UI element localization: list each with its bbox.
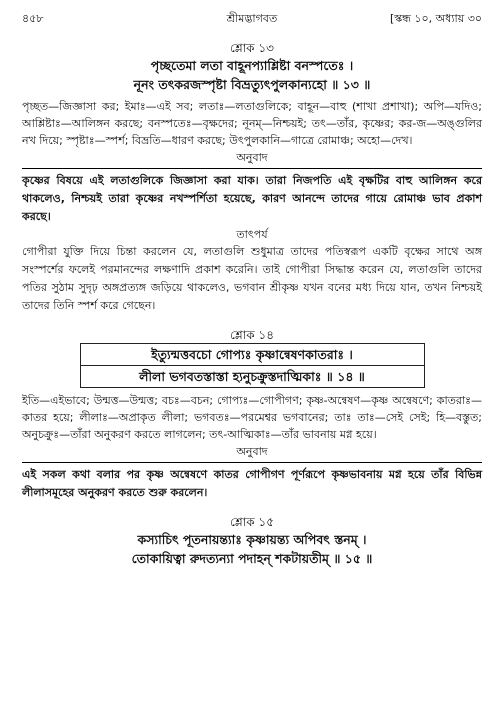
chapter-reference: [স্কন্ধ ১০, অধ্যায় ৩০ [389, 12, 482, 25]
verse-13-purport-heading: তাৎপর্য [236, 228, 268, 241]
verse-13-synonyms: পৃচ্ছত—জিজ্ঞাসা কর; ইমাঃ—এই সব; লতাঃ—লতাগুলিকে; বাহূন—বাহু (শাখা প্রশাখা); অপি—যদিও; আশ্লিষ্টাঃ—আলিঙ্গন করছে; বনস্পতেঃ—বৃক্ষদের; নূনম্—নিশ্চয়ই; তৎ—তাঁর, কৃষ্ণের; কর-জ—অঙ্গুলির নখ দিয়ে; স্পৃষ্টাঃ—স্পর্শ; বিভ্রতি—ধারণ করছে; উৎপুলকানি—গাত্রে রোমাঞ্চ; অহো—দেখ। [22, 100, 482, 147]
verse-14-box [80, 343, 425, 388]
verse-15-line-1: কস্যাচিৎ পূতনায়ন্ত্যাঃ কৃষ্ণায়ন্ত্য অপিবৎ স্তনম্ । [137, 532, 367, 547]
verse-13-purport: গোপীরা যুক্তি দিয়ে চিন্তা করলেন যে, লতাগুলি শুধুমাত্র তাদের পতিস্বরূপ একটি বৃক্ষের সাথে অঙ্গ সংস্পর্শের ফলেই পরমানন্দের লক্ষণাদি প্রকাশ করেনি। তাই গোপীরা সিদ্ধান্ত করেন যে, লতাগুলি তাদের পতির সুঠাম সুদৃঢ় অঙ্গপ্রত্যঙ্গ জড়িয়ে থাকলেও, ভগবান শ্রীকৃষ্ণ যখন বনের মধ্য দিয়ে যান, তখন নিশ্চয়ই তাদের তিনি স্পর্শ করে গেছেন। [22, 245, 482, 312]
page-number: ৪৫৮ [22, 12, 44, 25]
running-header [22, 8, 482, 28]
verse-14-translation-heading: অনুবাদ [236, 445, 268, 458]
verse-13-heading: শ্লোক ১৩ [230, 41, 274, 55]
book-page [22, 8, 482, 568]
verse-13-line-1: পৃচ্ছতেমা লতা বাহূনপ্যাশ্লিষ্টা বনস্পতেঃ । [150, 58, 354, 73]
verse-13-line-2: নূনং তৎকরজস্পৃষ্টা বিভ্রত্যুৎপুলকান্যহো ॥ ১৩ ॥ [133, 77, 371, 92]
verse-14-line-2: লীলা ভগবতস্তাস্তা হ্যনুচক্রুস্তদাত্মিকাঃ ॥ ১৪ ॥ [80, 365, 425, 388]
verse-15-heading: শ্লোক ১৫ [230, 515, 274, 529]
verse-14-heading: শ্লোক ১৪ [230, 328, 274, 342]
divider [22, 168, 482, 169]
verse-14-translation: এই সকল কথা বলার পর কৃষ্ণ অন্বেষণে কাতর গোপীগণ পূর্ণরূপে কৃষ্ণভাবনায় মগ্ন হয়ে তাঁর বিভিন্ন লীলাসমূহের অনুকরণ করতে শুরু করলেন। [22, 468, 482, 499]
verse-14-synonyms: ইতি—এইভাবে; উন্মত্ত—উন্মত্ত; বচঃ—বচন; গোপ্যঃ—গোপীগণ; কৃষ্ণ-অন্বেষণ—কৃষ্ণ অন্বেষণে; কাতরাঃ—কাতর হয়ে; লীলাঃ—অপ্রাকৃত লীলা; ভগবতঃ—পরমেশ্বর ভগবানের; তাঃ তাঃ—সেই সেই; হি—বস্তুত; অনুচক্রুঃ—তাঁরা অনুকরণ করতে লাগলেন; তৎ-আত্মিকাঃ—তাঁর ভাবনায় মগ্ন হয়ে। [22, 394, 482, 441]
verse-15-line-2: তোকায়িত্বা রুদত্যন্যা পদাহন্ শকটায়তীম্ ॥ ১৫ ॥ [131, 551, 373, 566]
divider [22, 462, 482, 463]
verse-13-translation: কৃষ্ণের বিষয়ে এই লতাগুলিকে জিজ্ঞাসা করা যাক। তারা নিজপতি এই বৃক্ষটির বাহু আলিঙ্গন করে থাকলেও, নিশ্চয়ই তারা কৃষ্ণের নখস্পর্শিতা হয়েছে, কারণ আনন্দে তাদের গায়ে রোমাঞ্চ ভাব প্রকাশ করছে। [22, 174, 482, 223]
verse-14-line-1: ইত্যুন্মত্তবচো গোপ্যঃ কৃষ্ণান্বেষণকাতরাঃ । [80, 343, 425, 365]
book-title: শ্রীমদ্ভাগবত [226, 12, 278, 25]
verse-13-translation-heading: অনুবাদ [236, 151, 268, 164]
